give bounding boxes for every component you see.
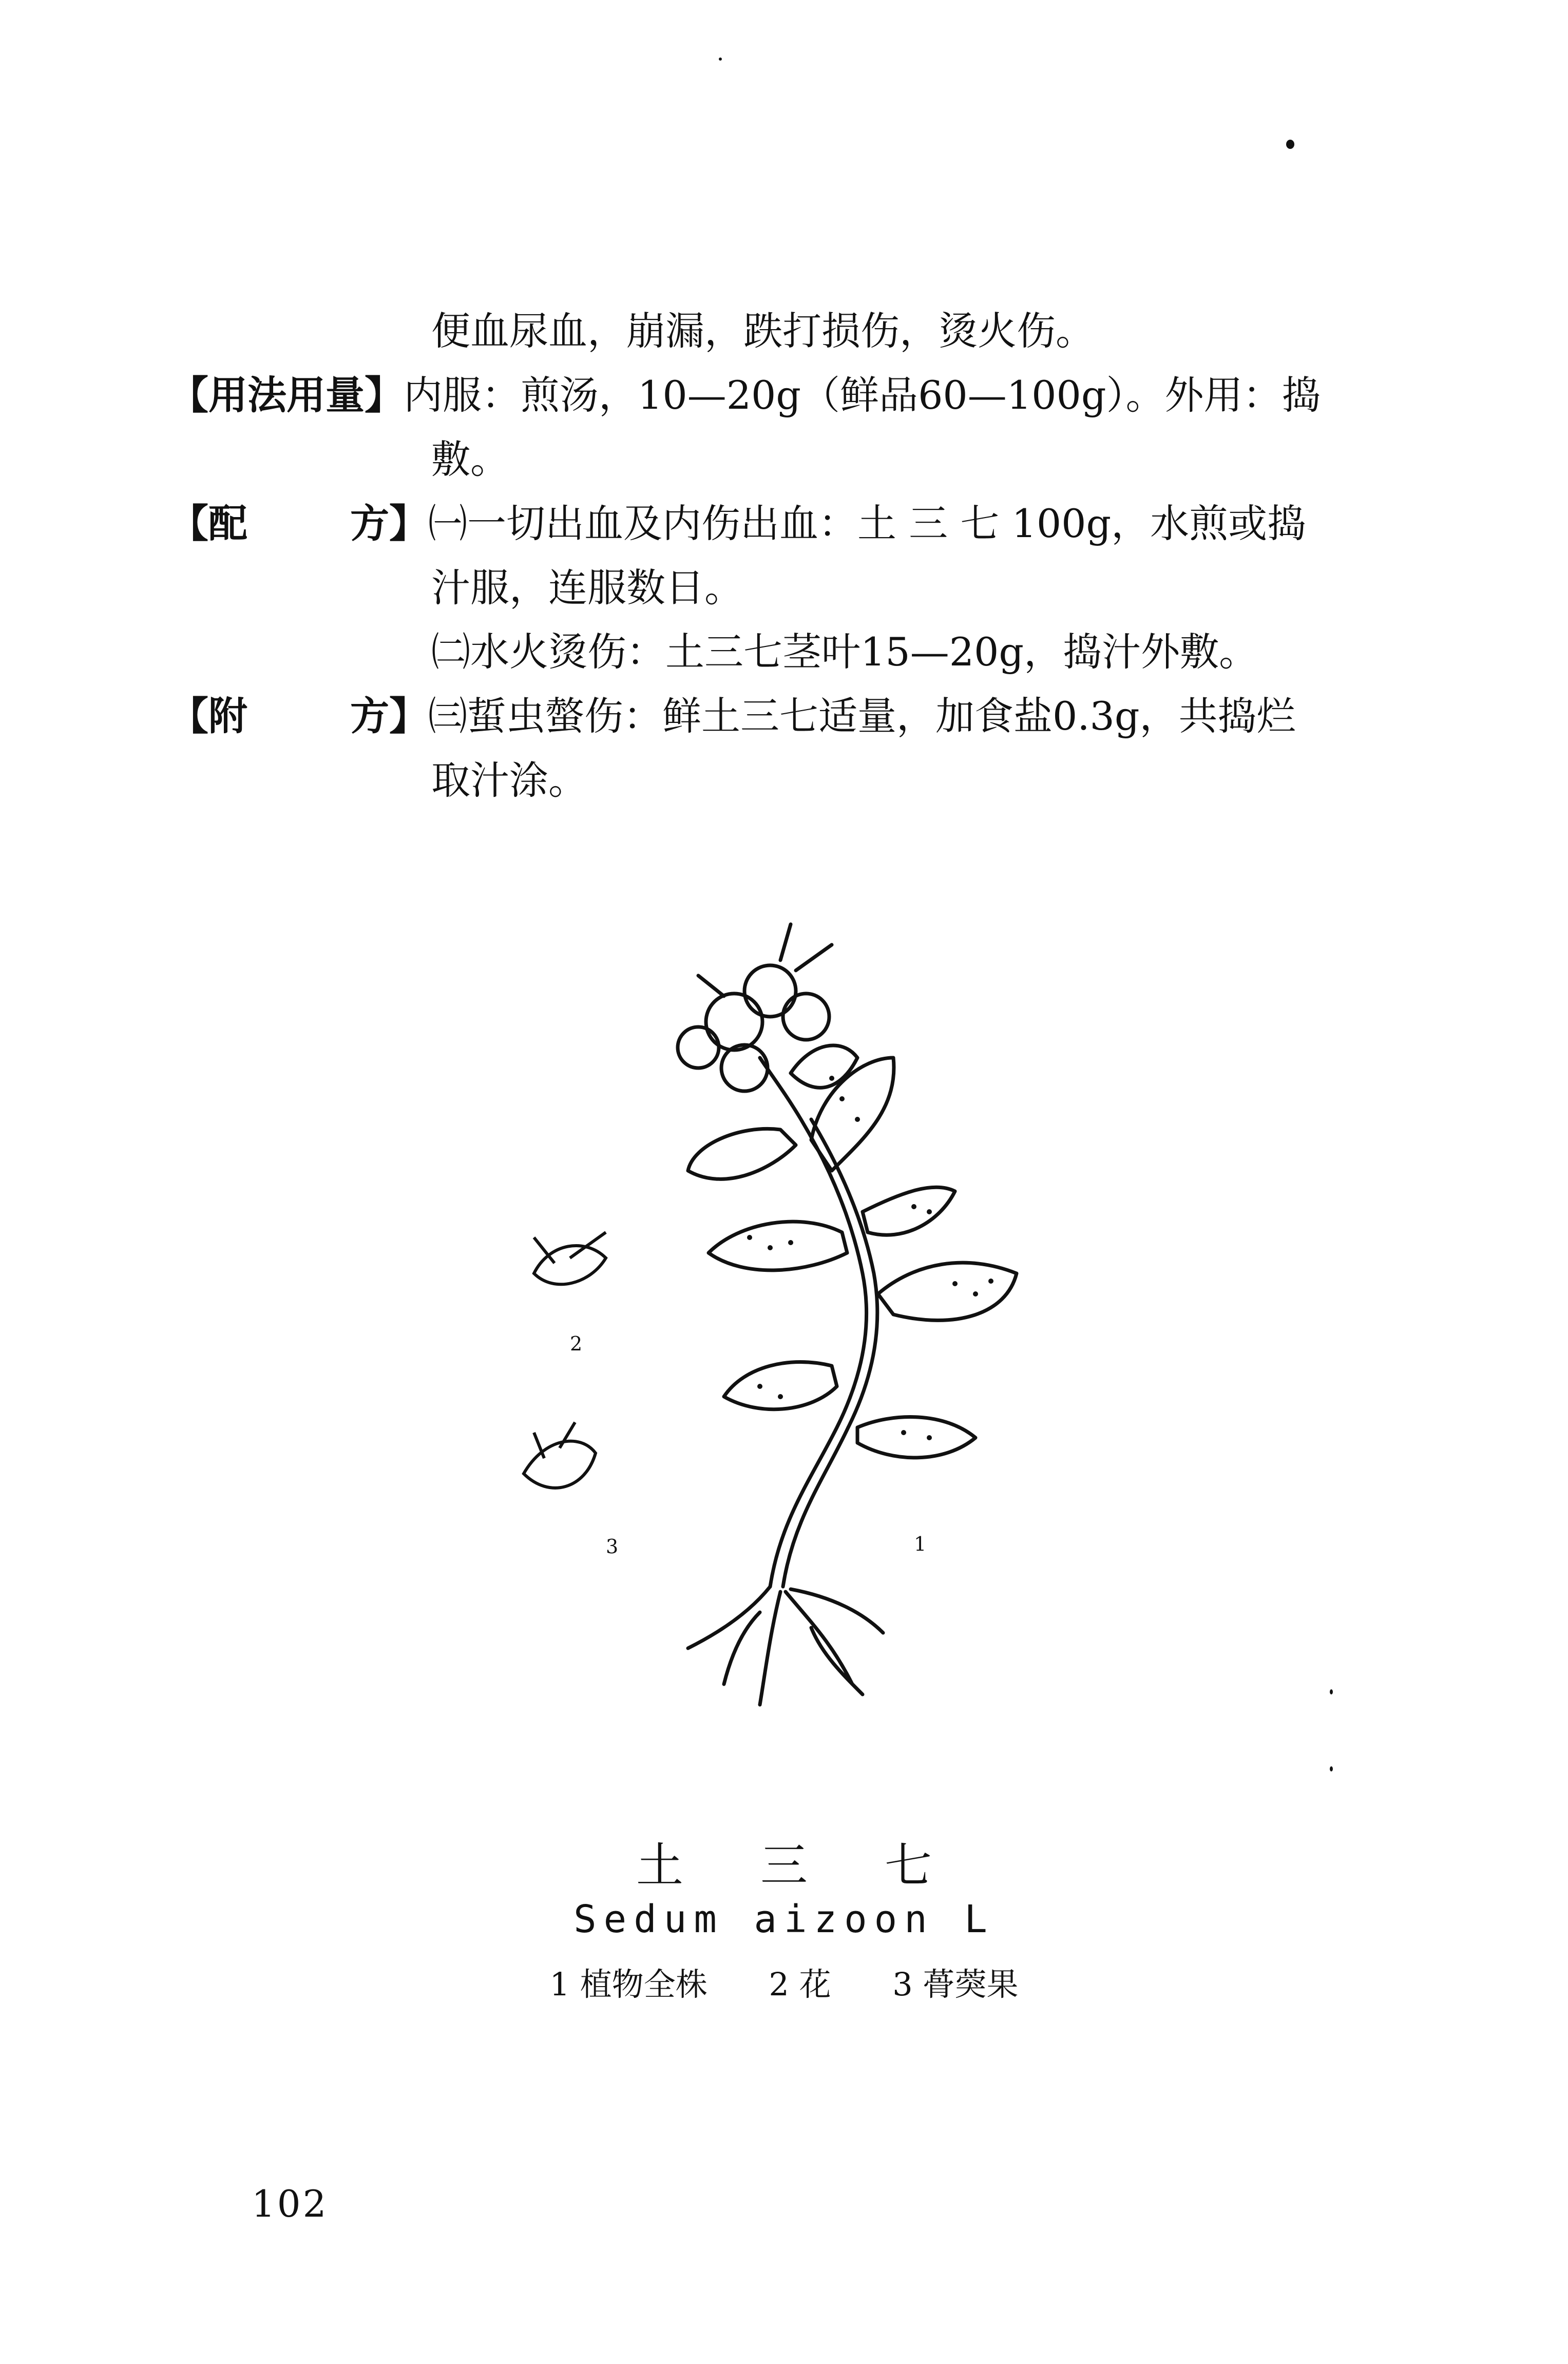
- plant-roots: [688, 1587, 883, 1705]
- appendix-label-open: 【附: [169, 693, 247, 739]
- usage-continuation: 敷。: [431, 436, 509, 482]
- flower: [783, 994, 829, 1040]
- formula1-continuation: 汁服，连服数日。: [431, 565, 743, 611]
- text-line-1: 便血尿血，崩漏，跌打损伤，烫火伤。: [431, 308, 1095, 354]
- leaf: [863, 1187, 955, 1235]
- leaf: [709, 1222, 847, 1270]
- fruit-detail: [524, 1422, 596, 1488]
- usage-entry: [169, 372, 1321, 418]
- leaf: [688, 1129, 796, 1179]
- appendix-entry: [169, 693, 1296, 739]
- usage-label: 【用法用量】: [169, 372, 404, 418]
- figure-label-2: 2: [570, 1332, 583, 1355]
- appendix-continuation: 取汁涂。: [431, 757, 587, 803]
- formula-entry: [169, 501, 1306, 547]
- scan-speck: [1330, 1766, 1333, 1771]
- figure-caption-chinese: 土三七: [636, 1838, 1009, 1893]
- flower: [678, 1027, 719, 1068]
- leaf: [724, 1362, 837, 1409]
- leaf: [878, 1263, 1017, 1320]
- formula1-text: ㈠一切出血及内伤出血：土 三 七 100g，水煎或捣: [428, 501, 1307, 546]
- flower: [721, 1045, 768, 1091]
- scan-speck: [1330, 1689, 1333, 1694]
- figure-parts-legend: [0, 1959, 1568, 2005]
- formula-label-open: 【配: [169, 501, 247, 546]
- page-number: 102: [252, 2182, 329, 2225]
- flower: [744, 965, 796, 1017]
- figure-label-1: 1: [914, 1533, 927, 1555]
- leaf: [857, 1417, 976, 1458]
- flower-detail: [534, 1232, 606, 1284]
- flower: [706, 994, 762, 1050]
- leaf: [811, 1058, 894, 1171]
- figure-label-3: 3: [606, 1535, 619, 1558]
- usage-text: 内服：煎汤，10—20g（鲜品60—100g）。外用：捣: [404, 372, 1321, 418]
- appendix-text: ㈢蜇虫螫伤：鲜土三七适量，加食盐0.3g，共捣烂: [428, 693, 1296, 739]
- formula-label-close: 方】: [350, 501, 428, 546]
- appendix-label-close: 方】: [350, 693, 428, 739]
- part-1: 1 植物全株: [549, 1966, 707, 2003]
- plant-illustration: [503, 904, 1109, 1797]
- leaf: [791, 1045, 857, 1088]
- part-3: 3 蓇葖果: [892, 1966, 1019, 2003]
- part-2: 2 花: [769, 1966, 831, 2003]
- scan-speck: [1286, 140, 1294, 149]
- scan-speck: [719, 58, 722, 61]
- formula2-text: ㈡水火烫伤：土三七茎叶15—20g，捣汁外敷。: [431, 629, 1258, 675]
- figure-caption-latin: Sedum aizoon L: [573, 1897, 995, 1941]
